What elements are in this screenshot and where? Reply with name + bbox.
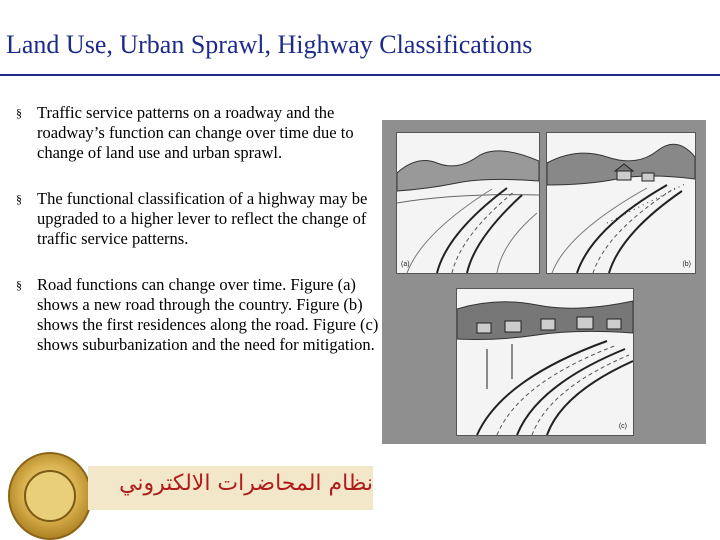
bullet-text: Road functions can change over time. Figure (a) shows a new road through the country. Figure (b) shows the first residences along the road. Figure (c) shows suburbanization and the need for mitigation.: [37, 275, 379, 354]
bullet-text: The functional classification of a highway may be upgraded to a higher lever to reflect the change of traffic service patterns.: [37, 189, 368, 248]
road-sketch-a: [397, 133, 539, 273]
bullet-text: Traffic service patterns on a roadway and the roadway’s function can change over time due to change of land use and urban sprawl.: [37, 103, 354, 162]
figure-panel-c: [456, 288, 634, 436]
slide-title: Land Use, Urban Sprawl, Highway Classifications: [6, 30, 533, 59]
bullet-list: [14, 103, 379, 381]
panel-label-b: (b): [682, 261, 691, 268]
panel-label-c: (c): [618, 423, 627, 430]
road-sketch-c: [457, 289, 633, 435]
road-sketch-b: [547, 133, 695, 273]
bullet-marker-icon: §: [16, 192, 22, 206]
bullet-marker-icon: §: [16, 278, 22, 292]
bullet-item: [14, 189, 379, 249]
footer-text: نظام المحاضرات الالكتروني: [119, 471, 373, 496]
bullet-marker-icon: §: [16, 106, 22, 120]
figure-panel-b: [546, 132, 696, 274]
title-divider: [0, 74, 720, 76]
figure-panel-a: [396, 132, 540, 274]
bullet-item: [14, 275, 379, 355]
footer-banner: [88, 466, 373, 510]
road-evolution-figure: [382, 120, 706, 444]
university-logo: [8, 452, 92, 540]
logo-emblem-icon: [24, 470, 76, 522]
panel-label-a: (a): [401, 261, 410, 268]
bullet-item: [14, 103, 379, 163]
